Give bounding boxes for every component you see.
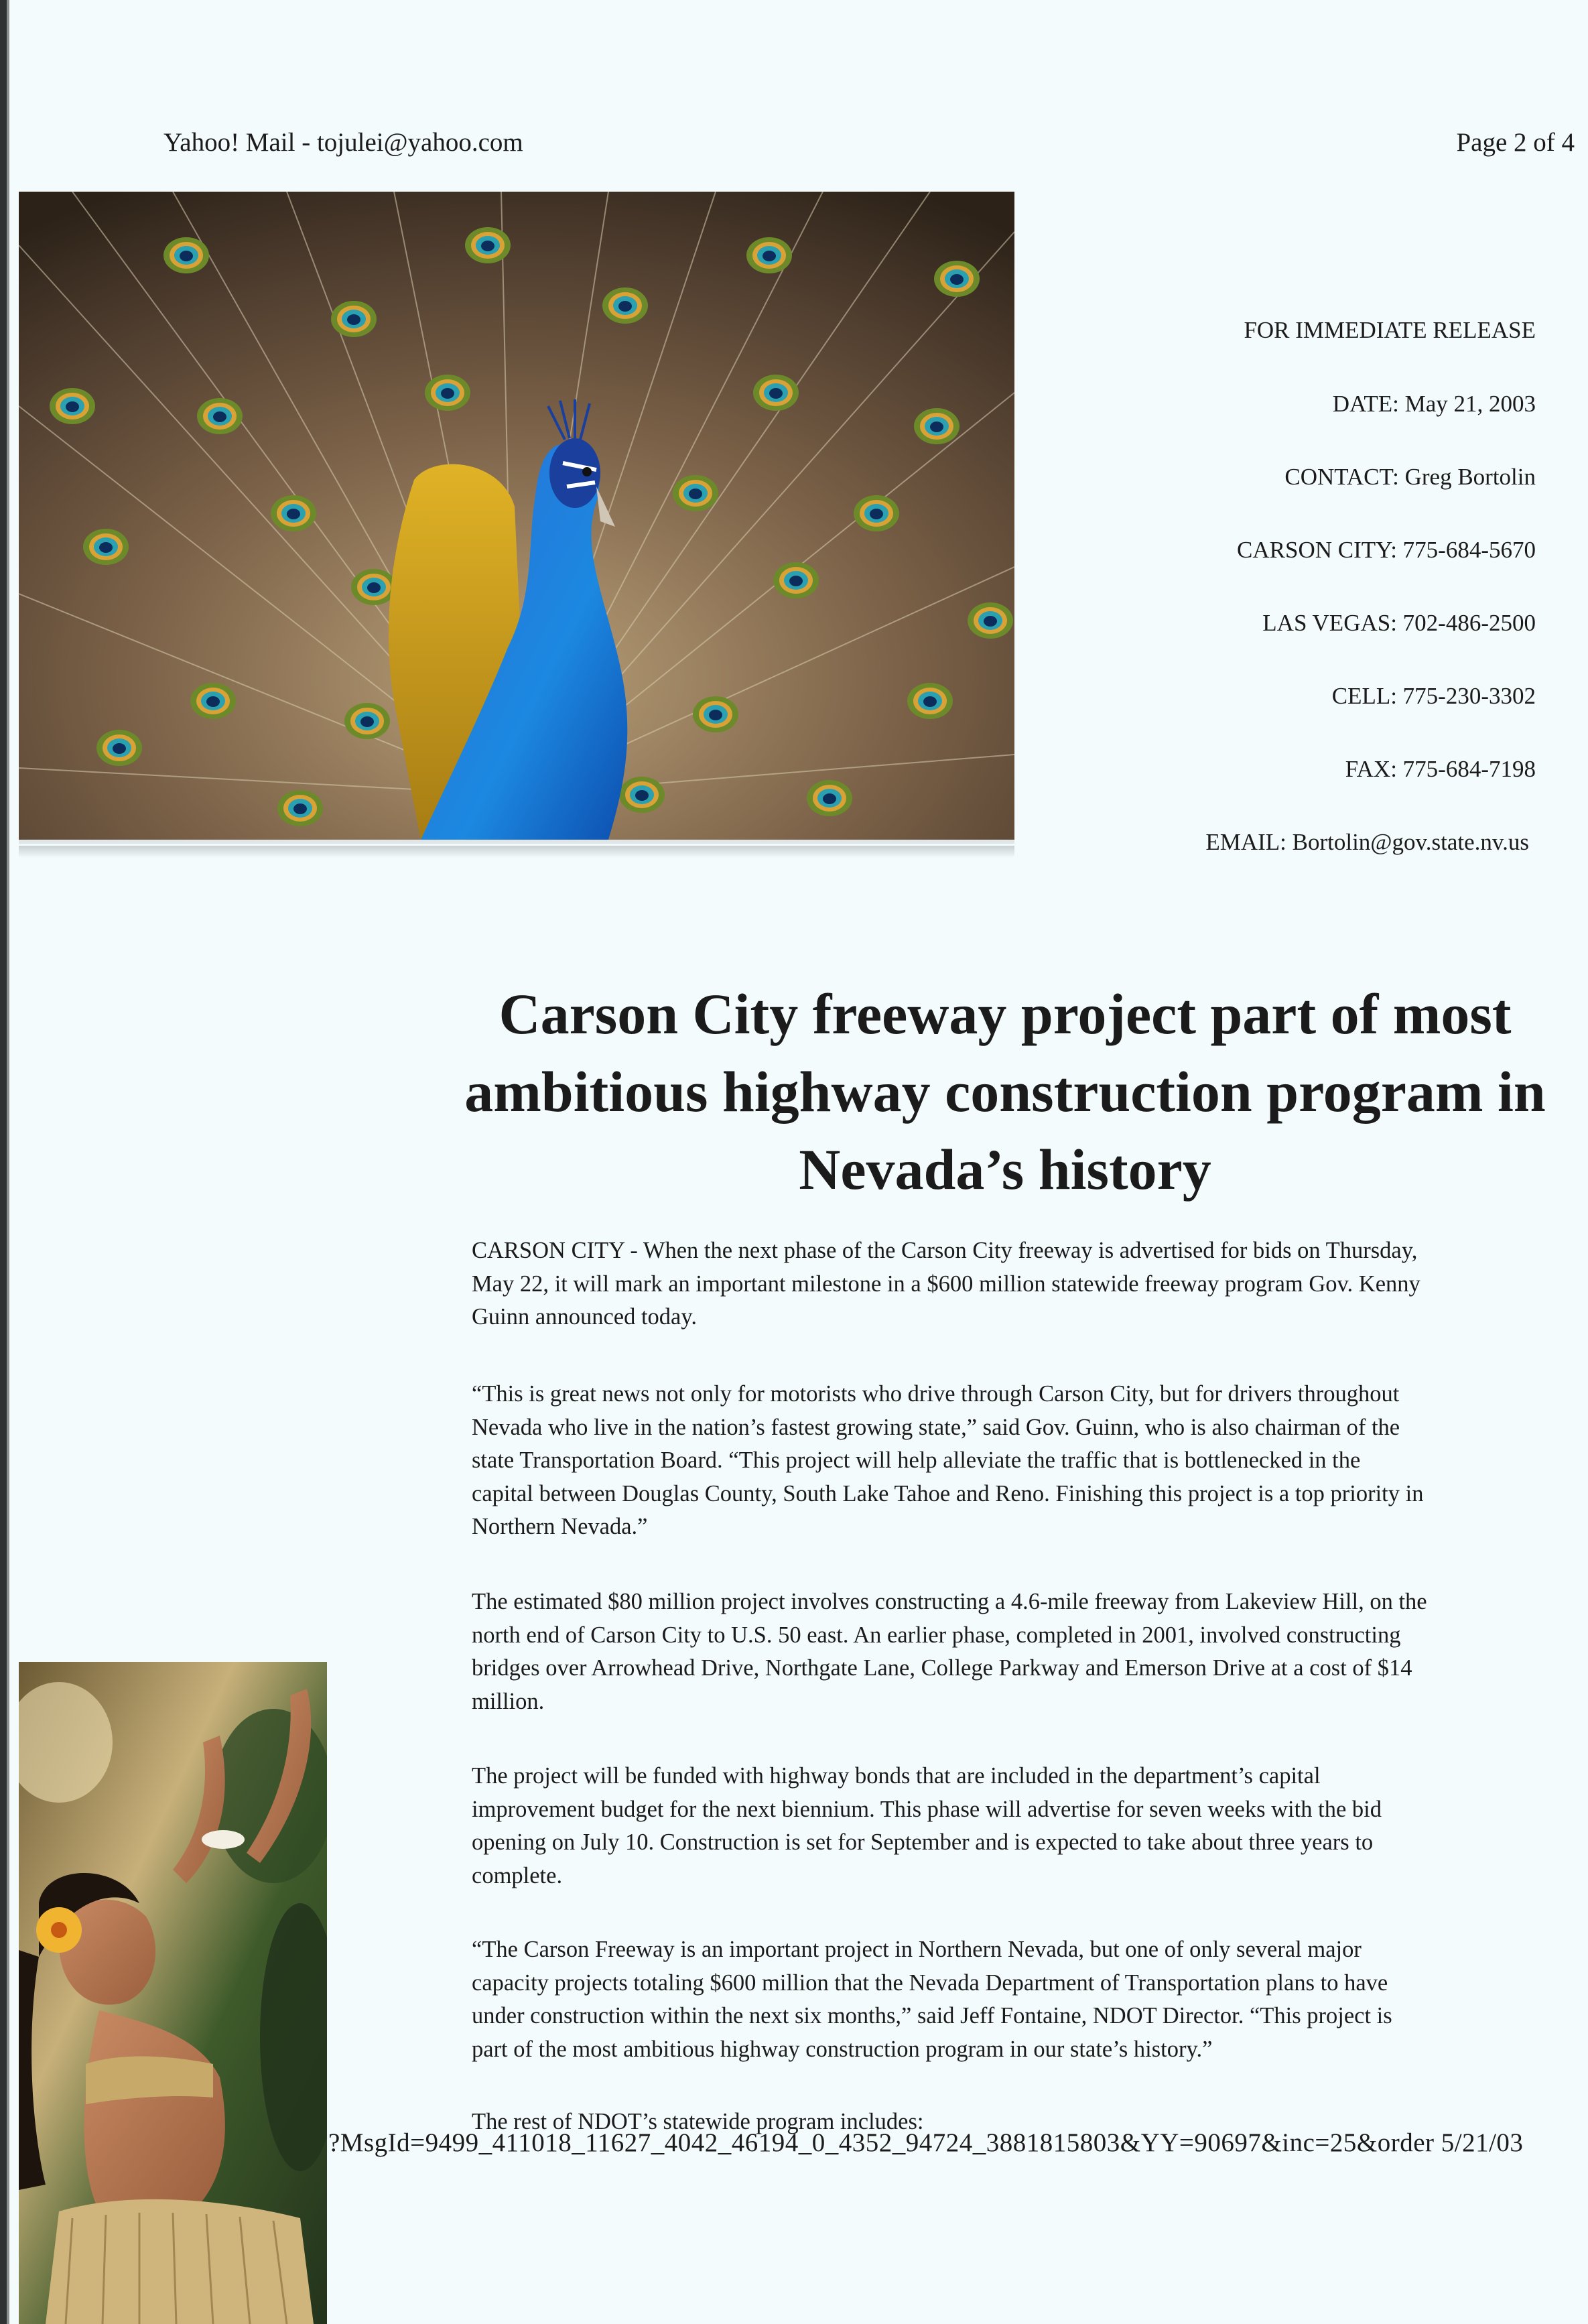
headline-line: Carson City freeway project part of most: [499, 982, 1512, 1046]
paragraph-line: The project will be funded with highway bonds that are included in the department’s capital: [472, 1763, 1321, 1789]
release-phone-carson-city: CARSON CITY: 775-684-5670: [1237, 537, 1536, 563]
paragraph-line: Guinn announced today.: [472, 1304, 697, 1330]
paragraph-line: bridges over Arrowhead Drive, Northgate Lane, College Parkway and Emerson Drive at a cost of $14: [472, 1655, 1412, 1681]
paragraph-line: Northern Nevada.”: [472, 1514, 648, 1539]
paragraph-line: million.: [472, 1688, 545, 1714]
article-paragraph: [472, 1933, 1544, 2066]
paragraph-line: state Transportation Board. “This project will help alleviate the traffic that is bottlenecked in the: [472, 1447, 1361, 1473]
release-contact: CONTACT: Greg Bortolin: [1284, 464, 1536, 490]
article-paragraph: [472, 1378, 1544, 1544]
photo-edge-shadow: [19, 846, 1014, 858]
article-paragraph: [472, 1760, 1544, 1892]
paragraph-line: The rest of NDOT’s statewide program includes:: [472, 2109, 924, 2134]
article-paragraph: [472, 1234, 1544, 1334]
release-email: EMAIL: Bortolin@gov.state.nv.us: [1205, 829, 1529, 855]
paragraph-line: under construction within the next six months,” said Jeff Fontaine, NDOT Director. “This project is: [472, 2003, 1392, 2028]
release-label: FOR IMMEDIATE RELEASE: [1244, 317, 1536, 343]
release-phone-las-vegas: LAS VEGAS: 702-486-2500: [1262, 610, 1536, 636]
headline-line: ambitious highway construction program in: [464, 1059, 1546, 1124]
paragraph-line: capacity projects totaling $600 million that the Nevada Department of Transportation plans to have: [472, 1970, 1388, 1996]
paragraph-line: “This is great news not only for motorists who drive through Carson City, but for drivers throughout: [472, 1381, 1400, 1407]
paragraph-line: “The Carson Freeway is an important project in Northern Nevada, but one of only several major: [472, 1937, 1362, 1962]
peacock-photo: [19, 192, 1014, 844]
headline-line: Nevada’s history: [799, 1137, 1211, 1202]
scan-left-edge-shade: [7, 0, 9, 2324]
paragraph-line: Nevada who live in the nation’s fastest growing state,” said Gov. Guinn, who is also chairman of the: [472, 1414, 1400, 1440]
paragraph-line: CARSON CITY - When the next phase of the Carson City freeway is advertised for bids on Thursday,: [472, 1238, 1418, 1263]
print-footer-url: ?MsgId=9499_411018_11627_4042_46194_0_4352_94724_3881815803&YY=90697&inc=25&order 5/21/03: [328, 2128, 1524, 2157]
paragraph-line: part of the most ambitious highway construction program in our state’s history.”: [472, 2036, 1213, 2062]
release-fax: FAX: 775-684-7198: [1345, 756, 1536, 782]
release-date: DATE: May 21, 2003: [1332, 391, 1536, 417]
paragraph-line: north end of Carson City to U.S. 50 east. An earlier phase, completed in 2001, involved constructing: [472, 1622, 1401, 1648]
paragraph-line: The estimated $80 million project involves constructing a 4.6-mile freeway from Lakeview Hill, on the: [472, 1589, 1427, 1614]
scan-left-edge: [0, 0, 7, 2324]
release-phone-cell: CELL: 775-230-3302: [1331, 683, 1536, 709]
paragraph-line: May 22, it will mark an important milestone in a $600 million statewide freeway program Gov. Kenny: [472, 1271, 1420, 1297]
hula-dancer-photo: [19, 1662, 327, 2324]
article-headline: [456, 975, 1554, 1208]
paragraph-line: complete.: [472, 1862, 563, 1888]
paragraph-line: capital between Douglas County, South Lake Tahoe and Reno. Finishing this project is a top priority in: [472, 1480, 1424, 1506]
article-paragraph: [472, 1586, 1544, 1718]
print-header-page-number: Page 2 of 4: [1456, 128, 1575, 157]
print-header-title: Yahoo! Mail - tojulei@yahoo.com: [163, 128, 523, 157]
paragraph-line: opening on July 10. Construction is set for September and is expected to take about three years to: [472, 1829, 1374, 1855]
paragraph-line: improvement budget for the next biennium. This phase will advertise for seven weeks with the bid: [472, 1796, 1382, 1822]
